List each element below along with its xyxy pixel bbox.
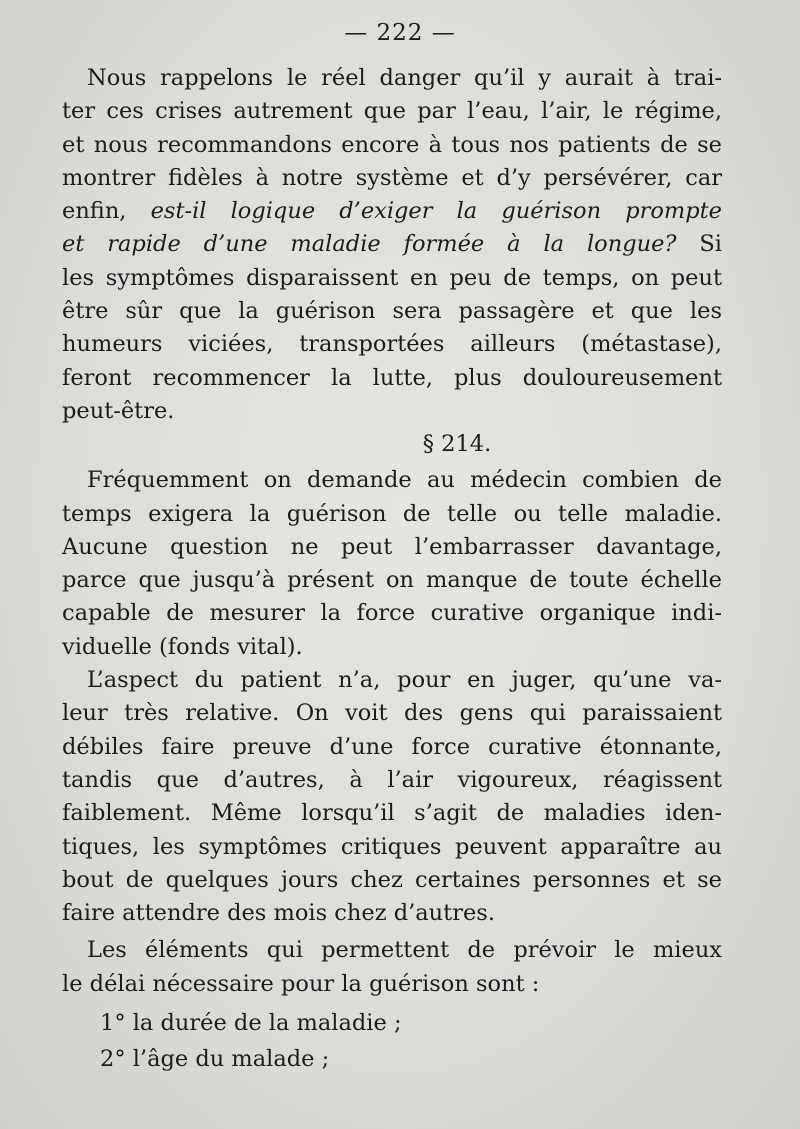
list-item: 2° l’âge du malade ; [100,1046,330,1073]
text-line: tiques, les symptômes critiques peuvent apparaître au [62,833,722,860]
text-line: parce que jusqu’à présent on manque de toute échelle [62,567,722,594]
text-line: L’aspect du patient n’a, pour en juger, qu’une va- [87,667,722,694]
text-line: Aucune question ne peut l’embarrasser davantage, [62,533,722,560]
text-line: peut-être. [62,397,175,424]
text-line: Nous rappelons le réel danger qu’il y aurait à trai- [87,65,722,91]
text-line: feront recommencer la lutte, plus douloureusement [62,364,722,391]
text-line: débiles faire preuve d’une force curative étonnante, [62,733,722,760]
text-line: et nous recommandons encore à tous nos patients de se [62,131,722,158]
text-line: tandis que d’autres, à l’air vigoureux, réagissent [62,766,722,793]
text-line: montrer fidèles à notre système et d’y persévérer, car [62,164,722,191]
page-number: — 222 — [344,20,456,46]
text-segment: enfin, [62,198,151,225]
page-body [62,62,722,1077]
text-line: faire attendre des mois chez d’autres. [62,900,495,927]
section-heading: § 214. [422,431,492,458]
text-line: bout de quelques jours chez certaines personnes et se [62,866,722,893]
text-line: humeurs viciées, transportées ailleurs (métastase), [62,331,722,358]
list-item: 1° la durée de la maladie ; [100,1010,402,1037]
text-line: les symptômes disparaissent en peu de temps, on peut [62,264,722,291]
text-line: le délai nécessaire pour la guérison sont : [62,970,540,997]
text-line: capable de mesurer la force curative organique indi- [62,600,722,627]
italic-text: et rapide d’une maladie formée à la longue? [62,231,677,258]
italic-text: est-il logique d’exiger la guérison prompte [150,198,722,225]
text-line: leur très relative. On voit des gens qui paraissaient [62,700,722,727]
text-line: faiblement. Même lorsqu’il s’agit de maladies iden- [62,800,722,827]
text-line: ter ces crises autrement que par l’eau, l’air, le régime, [62,98,722,125]
text-line: temps exigera la guérison de telle ou telle maladie. [62,500,722,527]
text-line: Fréquemment on demande au médecin combien de [87,467,722,494]
text-line: viduelle (fonds vital). [62,633,303,660]
text-line [62,195,722,228]
text-line: Les éléments qui permettent de prévoir le mieux [87,937,722,964]
text-line: être sûr que la guérison sera passagère et que les [62,298,722,325]
text-line [62,228,722,261]
text-segment: Si [676,231,722,258]
